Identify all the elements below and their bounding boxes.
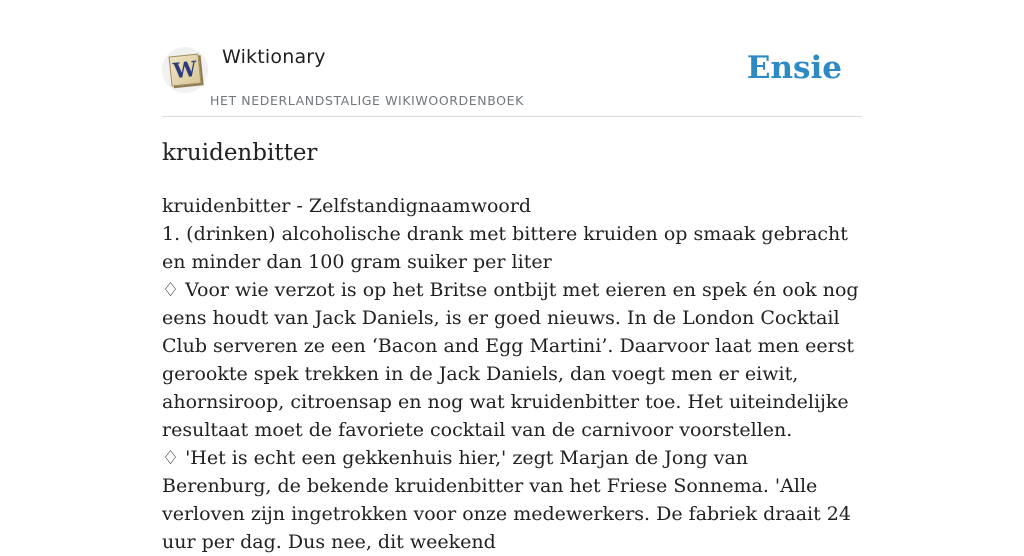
logo-letter: W [171,55,198,84]
logo-tile [169,54,202,87]
site-name[interactable]: Wiktionary [222,46,326,68]
page [162,0,862,553]
example-sentence: ♢ Voor wie verzot is op het Britse ontbijt met eieren en spek én ook nog eens houdt van Jack Daniels, is er goed nieuws. In de London Cocktail Club serveren ze een ‘Bacon and Egg Martini’. Daarvoor laat men eerst gerookte spek trekken in de Jack Daniels, dan voegt men er eiwit, ahornsiroop, citroensap en nog wat kruidenbitter toe. Het uiteindelijke resultaat moet de favoriete cocktail van de carnivoor voorstellen. [162,279,859,441]
entry-content [162,192,862,556]
example-sentence: ♢ 'Het is echt een gekkenhuis hier,' zegt Marjan de Jong van Berenburg, de bekende kruidenbitter van het Friese Sonnema. 'Alle verloven zijn ingetrokken voor onze medewerkers. De fabriek draait 24 uur per dag. Dus nee, dit weekend [162,447,851,553]
site-header [162,0,862,117]
wiktionary-logo-icon[interactable] [162,47,208,93]
page-title: kruidenbitter [162,140,318,166]
ensie-brand-logo[interactable]: Ensie [746,50,842,86]
definition: 1. (drinken) alcoholische drank met bittere kruiden op smaak gebracht en minder dan 100 gram suiker per liter [162,223,848,273]
word-class-line: kruidenbitter - Zelfstandignaamwoord [162,195,532,217]
site-tagline: HET NEDERLANDSTALIGE WIKIWOORDENBOEK [210,93,524,108]
